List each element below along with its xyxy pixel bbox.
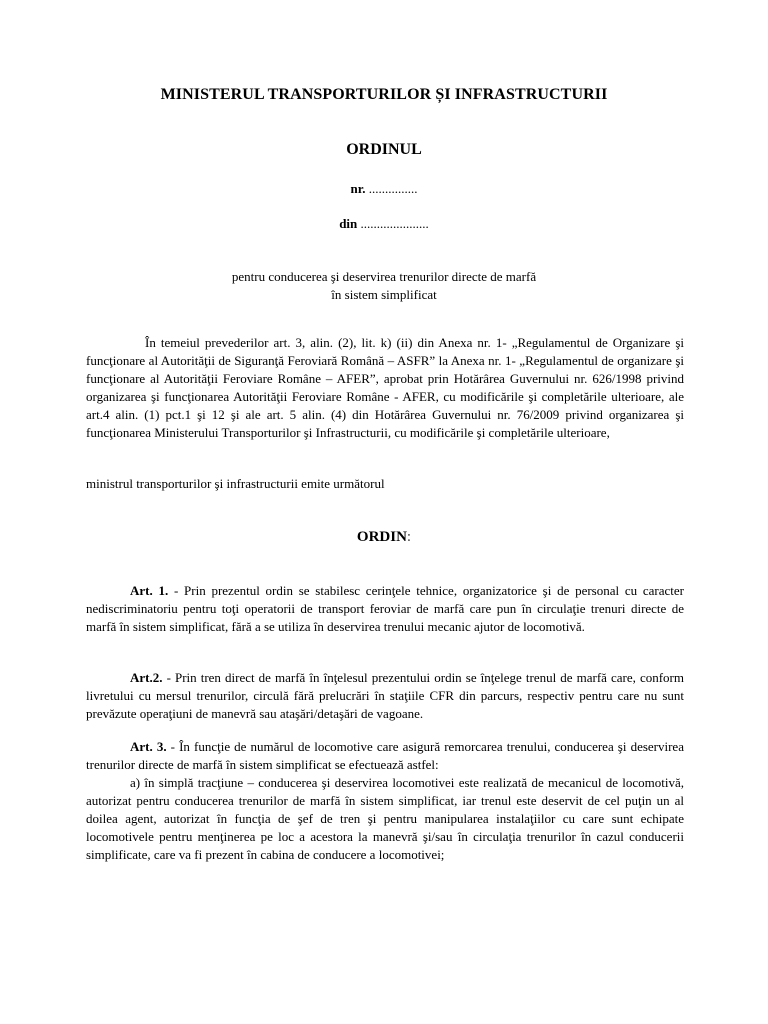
ministry-heading: MINISTERUL TRANSPORTURILOR ȘI INFRASTRUCTURII [160,86,608,103]
ordin-heading [0,529,768,546]
article-2 [86,669,684,723]
article-1-text: - Prin prezentul ordin se stabilesc cerinţele tehnice, organizatorice şi de personal cu caracter nediscriminatoriu pentru toţi operatorii de transport feroviar de marfă care pun în circulaţie trenuri directe de marfă în sistem simplificat, fără a se utiliza în deservirea trenului mecanic ajutor de locomotivă. [86,583,684,634]
subject-line-2: în sistem simplificat [331,287,437,302]
article-3-text: - În funcţie de numărul de locomotive care asigură remorcarea trenului, conducerea şi deservirea trenurilor directe de marfă în sistem simplificat se efectuează astfel: [86,739,684,772]
article-1 [86,582,684,636]
subject-line-1: pentru conducerea şi deservirea trenurilor directe de marfă [231,269,537,284]
article-3-item-a: a) în simplă tracţiune – conducerea şi deservirea locomotivei este realizată de mecanicul de locomotivă, autorizat pentru conducerea trenurilor de marfă în sistem simplificat, iar trenul este deservit de cel puţin un al doilea agent, autorizat în funcţia de şef de tren şi pentru manipularea instalaţiilor cu care sunt echipate locomotivele pentru menţinerea pe loc a acestora la manevră şi/sau în circulaţia trenurilor în cazul conducerii simplificate, care va fi prezent în cabina de conducere a locomotivei; [86,775,684,862]
ordin-colon: : [406,529,412,545]
order-subject [0,268,768,304]
minister-statement: ministrul transporturilor şi infrastructurii emite următorul [86,476,385,491]
article-2-label: Art.2. [130,670,163,685]
order-date-placeholder: ..................... [360,216,429,231]
article-3-intro [86,738,684,774]
article-3 [86,738,684,864]
article-3-label: Art. 3. [130,739,167,754]
order-date-label: din [339,216,358,231]
order-number-label: nr. [350,181,366,196]
order-number-placeholder: ............... [368,181,418,196]
article-2-text: - Prin tren direct de marfă în înţelesul prezentului ordin se înţelege trenul de marfă care, conform livretului cu mersul trenurilor, circulă fără prelucrări în staţiile CFR din parcurs, respectiv pentru care nu sunt prevăzute operaţiuni de manevră sau ataşări/detaşări de vagoane. [86,670,684,721]
order-date-line [0,216,768,232]
order-number-line [0,181,768,197]
document-type-heading: ORDINUL [346,141,422,158]
article-1-label: Art. 1. [130,583,169,598]
preamble-paragraph: În temeiul prevederilor art. 3, alin. (2), lit. k) (ii) din Anexa nr. 1- „Regulamentul de Organizare şi funcţionare al Autorităţii de Siguranţă Feroviară Română – ASFR” la Anexa nr. 1- „Regulamentul de organizare şi funcţionare al Autorităţii Feroviare Române – AFER”, aprobat prin Hotărârea Guvernului nr. 626/1998 privind organizarea şi funcţionarea Autorităţii Feroviare Române - AFER, cu modificările şi completările ulterioare, ale art.4 alin. (1) pct.1 şi 12 şi ale art. 5 alin. (4) din Hotărârea Guvernului nr. 76/2009 privind organizarea şi funcţionarea Ministerului Transporturilor şi Infrastructurii, cu modificările şi completările ulterioare, [86,335,684,440]
ordin-title: ORDIN [356,529,407,545]
